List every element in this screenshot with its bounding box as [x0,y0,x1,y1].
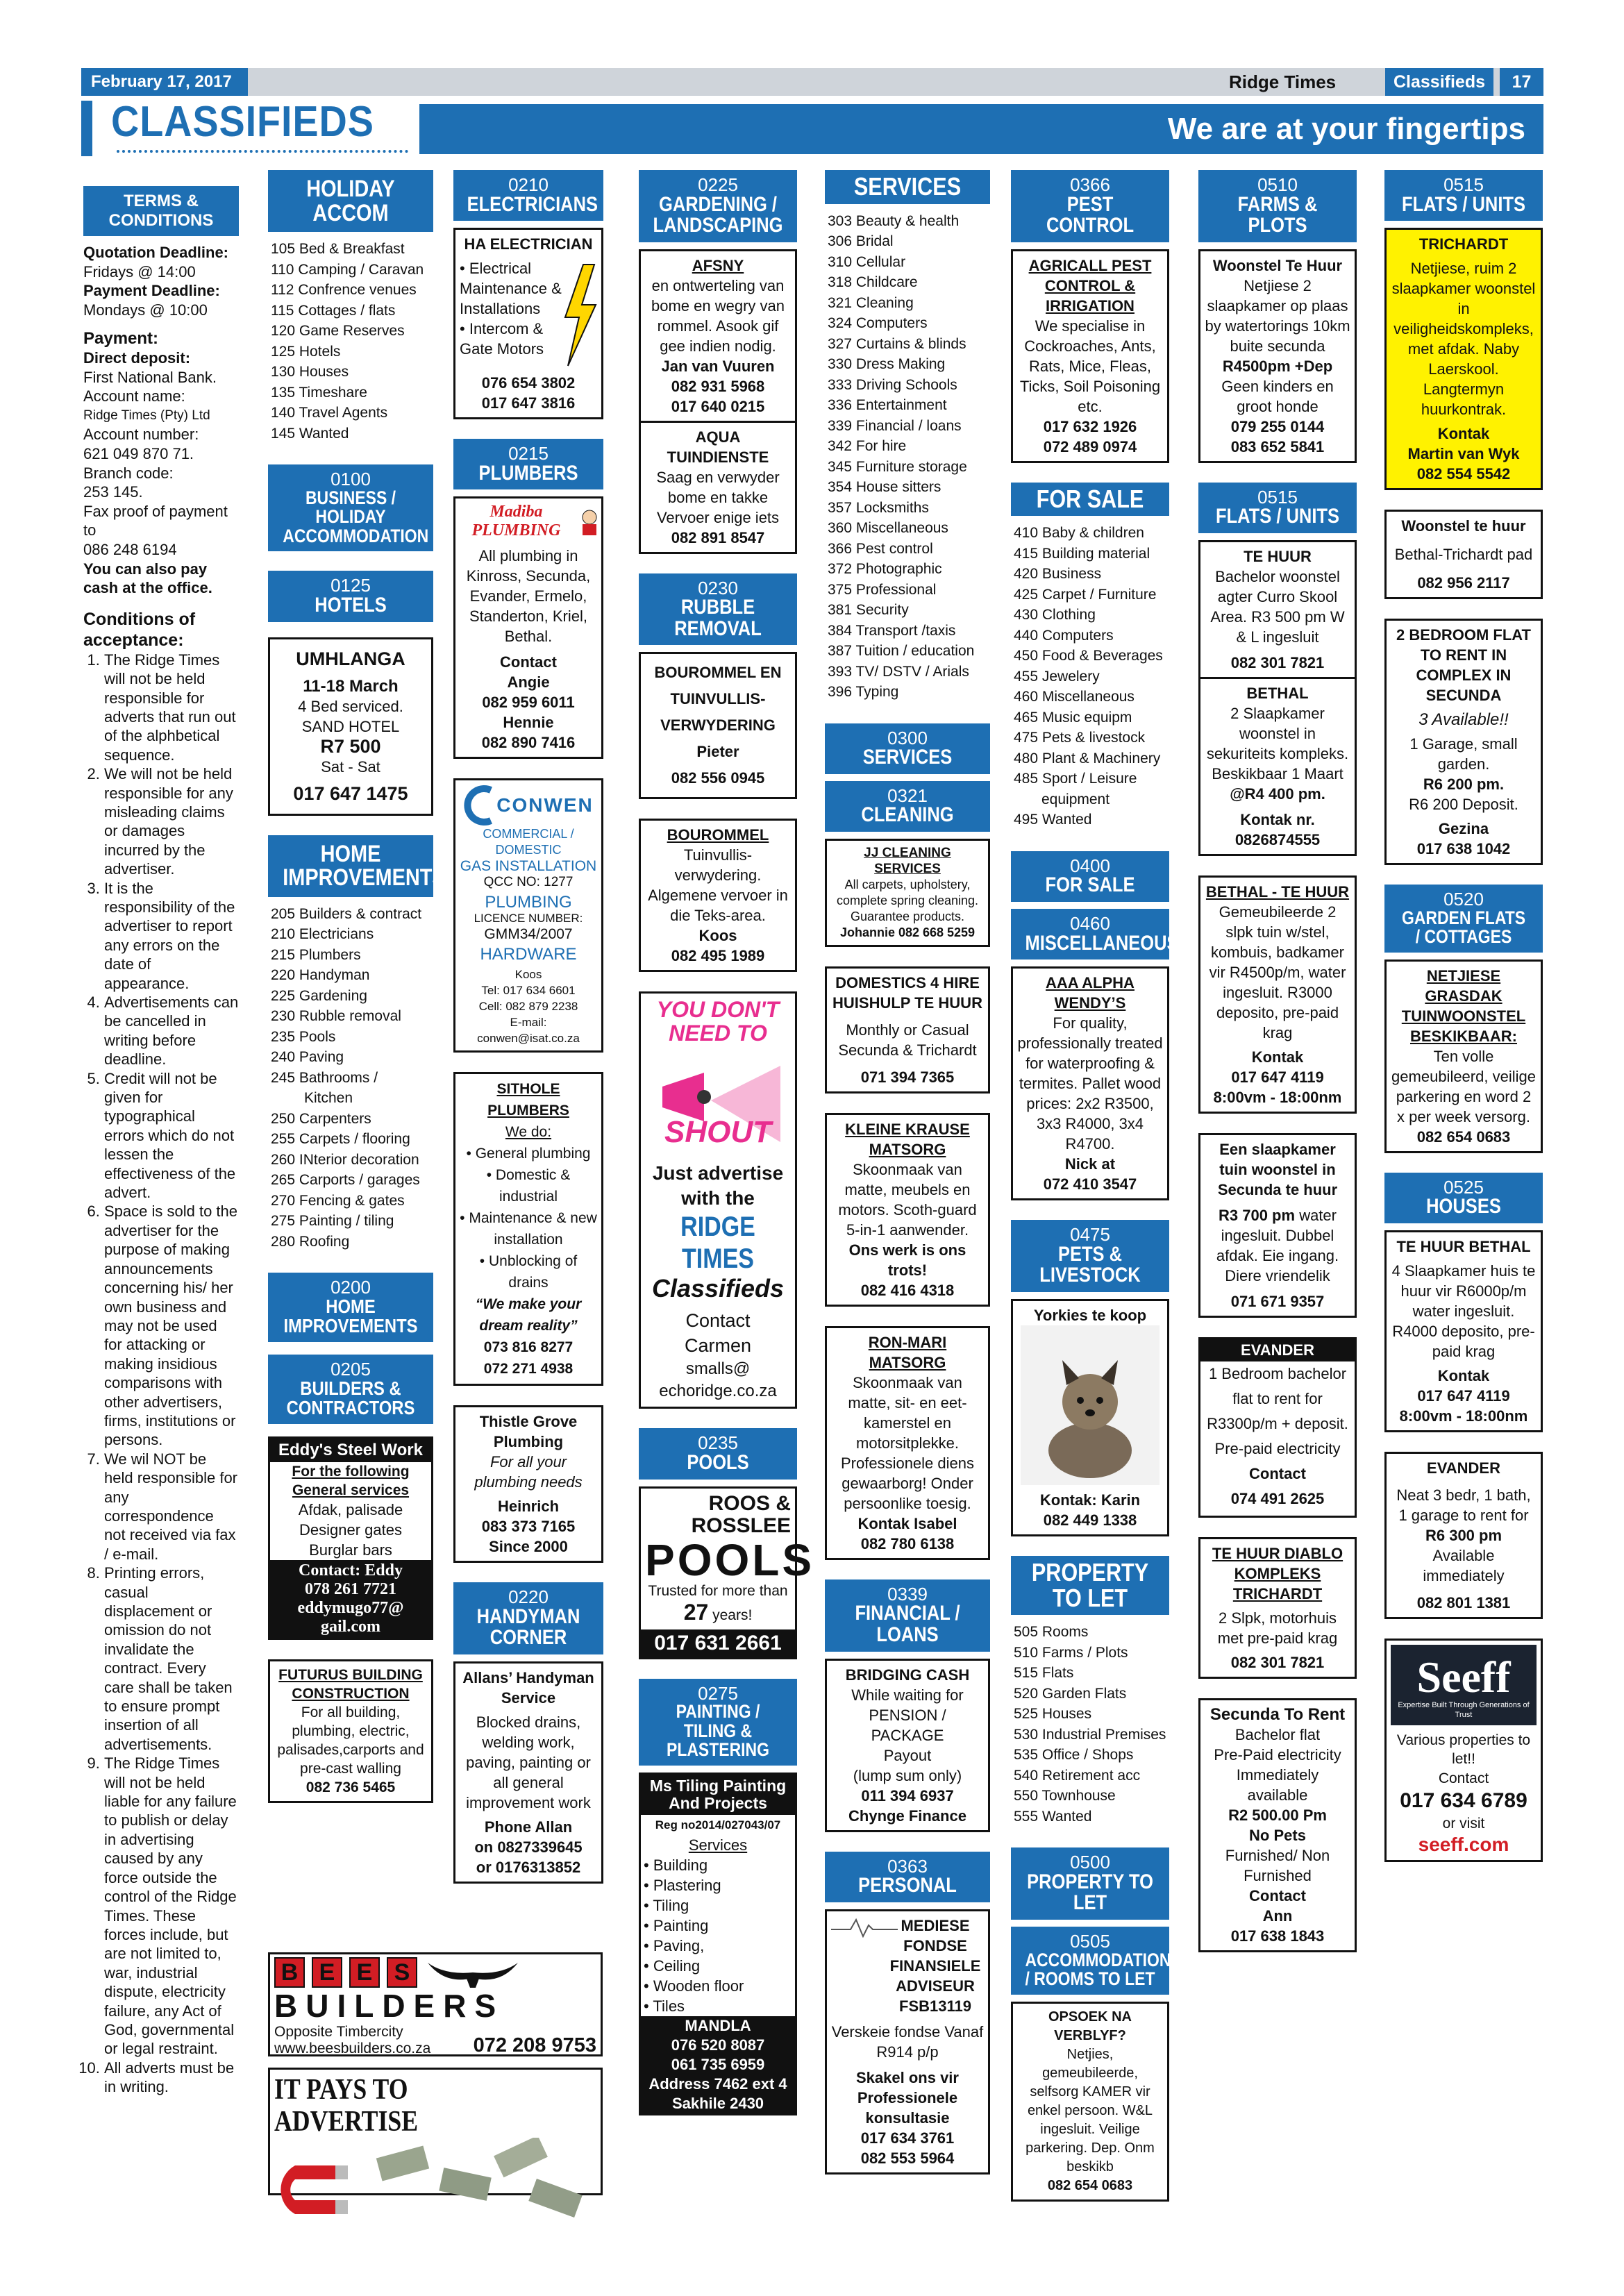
category-0400: 0400 FOR SALE [1011,851,1169,902]
ad-domestics: DOMESTICS 4 HIRE HUISHULP TE HUUR Monthly or Casual Secunda & Trichardt 071 394 7365 [825,966,990,1093]
column-gardening-pools [639,170,815,2115]
ad-een-slaapkamer: Een slaapkamer tuin woonstel in Secunda te huur R3 700 pm water ingesluit. Dubbel afdak. Eie ingang. Diere vriendelik 071 671 9357 [1198,1133,1357,1318]
fax-number: 086 248 6194 [83,540,177,558]
ad-roos-rosslee: ROOS & ROSSLEE POOLS Trusted for more than 27 years! 017 631 2661 [639,1486,797,1659]
ad-te-huur-bachelor: TE HUUR Bachelor woonstel agter Curro Skool Area. R3 500 pm W & L ingesluit 082 301 7821 [1198,540,1357,679]
category-property-to-let: PROPERTY TO LET [1011,1556,1169,1615]
category-0321: 0321 CLEANING [825,781,990,832]
ad-evander-bachelor: EVANDER 1 Bedroom bachelor flat to rent for R3300p/m + deposit. Pre-paid electricity Contact 074 491 2625 [1198,1337,1357,1518]
account-number-label: Account number: [83,426,199,444]
condition-item: 6. Space is sold to the advertiser for the purpose of making announcements concerning his/ her own business and may not be used for attacking or making insidious comparisons with other advertisers, firms, institutions or persons. [104,1202,239,1449]
ad-ms-tiling: Ms Tiling Painting And Projects Reg no2014/027043/07 Services • Building • Plastering • Tiling • Painting • Paving, • Ceiling • Wooden floor • Tiles MANDLA 076 520 8087 061 735 6959 Address 7462 ext 4 Sakhile 2430 [639,1773,797,2115]
money-magnet-icon [274,2138,594,2220]
conwen-logo-icon [463,785,494,826]
category-0220: 0220 HANDYMAN CORNER [453,1582,603,1654]
services-list: 303 Beauty & health 306 Bridal 310 Cellular 318 Childcare 321 Cleaning 324 Computers 327 Curtains & blinds 330 Dress Making 333 Driving Schools 336 Entertainment 339 Financial / loans 342 For hire 345 Furniture storage 354 House sitters 357 Locksmiths 360 Miscellaneous 366 Pest control 372 Photographic 375 Professional 381 Security 384 Transport /taxis 387 Tuition / education 393 TV/ DSTV / Arials 396 Typing [828,212,975,701]
column-holiday-home [268,170,446,1822]
deposit-label: Direct deposit: [83,349,191,367]
bees-website: www.beesbuilders.co.za [274,2041,431,2056]
category-0366: 0366 PEST CONTROL [1011,170,1169,242]
category-0275: 0275 PAINTING / TILING & PLASTERING [639,1679,797,1766]
ad-bethal-te-huur: BETHAL - TE HUUR Gemeubileerde 2 slpk tuin w/stel, kombuis, badkamer vir R4500p/m, water ingesluit. R3000 deposito, pre-paid krag Kontak 017 647 4119 8:00vm - 18:00nm [1198,875,1357,1114]
bees-address: Opposite Timbercity [274,2024,403,2040]
heartbeat-icon [830,1917,899,1938]
category-0500: 0500 PROPERTY TO LET [1011,1847,1169,1920]
ad-ha-electrician: HA ELECTRICIAN • Electrical Maintenance & Installations • Intercom & Gate Motors 076 654 3802 017 647 3816 [453,228,603,419]
ad-madiba-plumbing: Madiba PLUMBING All plumbing in Kinross, Secunda, Evander, Ermelo, Standerton, Kriel, Bethal. Contact Angie 082 959 6011 Hennie 082 890 7416 [453,496,603,759]
category-for-sale: FOR SALE [1011,483,1169,517]
bull-horns-icon [424,1957,521,1988]
column-farms-flats [1198,170,1357,1972]
category-0230: 0230 RUBBLE REMOVAL [639,573,797,646]
account-name-label: Account name: [83,387,185,405]
masthead-accent [81,101,92,156]
ad-diablo-kompleks: TE HUUR DIABLO KOMPLEKS TRICHARDT 2 Slpk, motorhuis met pre-paid krag 082 301 7821 [1198,1537,1357,1679]
ad-aqua-tuindienste: AQUA TUINDIENSTE Saag en verwyder bome en takke Vervoer enige iets 082 891 8547 [639,423,797,554]
ad-trichardt: TRICHARDT Netjiese, ruim 2 slaapkamer woonstel in veiligheidskompleks, met afdak. Naby Laerskool. Langtermyn huurkontrak. Kontak Martin van Wyk 082 554 5542 [1384,228,1543,490]
category-0525: 0525 HOUSES [1384,1173,1543,1223]
it-pays-heading: IT PAYS TO ADVERTISE [274,2074,419,2138]
branch-code: 253 145. [83,483,143,501]
category-0215: 0215 PLUMBERS [453,439,603,489]
conditions-list [83,651,239,2097]
lightning-bolt-icon [560,263,598,367]
ad-opsoek: OPSOEK NA VERBLYF? Netjies, gemeubileerde, selfsorg KAMER vir enkel persoon. W&L ingesluit. Veilige parkering. Dep. Onm beskikb 082 654 0683 [1011,2002,1169,2202]
ad-netjiese-grasdak: NETJIESE GRASDAK TUINWOONSTEL BESKIKBAAR: Ten volle gemeubileerd, veilige parkering en word 2 x per week versorg. 082 654 0683 [1384,960,1543,1153]
category-0210: 0210 ELECTRICIANS [453,170,603,221]
ad-2-bedroom-secunda: 2 BEDROOM FLAT TO RENT IN COMPLEX IN SECUNDA 3 Available!! 1 Garage, small garden. R6 200 pm. R6 200 Deposit. Gezina 017 638 1042 [1384,619,1543,865]
home-improvements-list: 205 Builders & contract 210 Electricians 215 Plumbers 220 Handyman 225 Gardening 230 Rubble removal 235 Pools 240 Paving 245 Bathrooms / Kitchen 250 Carpenters 255 Carpets / flooring 260 INterior decoration 265 Carports / garages 270 Fencing & gates 275 Painting / tiling 280 Roofing [271,905,422,1250]
quote-deadline: Fridays @ 14:00 [83,262,196,280]
issue-date: February 17, 2017 [81,68,248,96]
bees-letter: B [274,1957,305,1988]
ad-woonstel-te-huur: Woonstel Te Huur Netjiese 2 slaapkamer op plaas by watertorings 10km buite secunda R4500pm +Dep Geen kinders en groot honde 079 255 0144 083 652 5841 [1198,249,1357,463]
conditions-heading: Conditions of acceptance: [83,609,196,650]
ad-aaa-alpha: AAA ALPHA WENDY’S For quality, professionally treated for waterproofing & termites. Pallet wood prices: 2x2 R3500, 3x3 R4000, 3x4 R4700. Nick at 072 410 3547 [1011,966,1169,1200]
ad-eddys-steel: Eddy's Steel Work For the following General services Afdak, palisade Designer gates Burglar bars Contact: Eddy 078 261 7721 eddymugo77@ gail.com [268,1436,433,1640]
terms-body [83,243,239,2097]
category-0510: 0510 FARMS & PLOTS [1198,170,1357,242]
ad-futurus: FUTURUS BUILDING CONSTRUCTION For all building, plumbing, electric, palisades,carports and pre-cast walling 082 736 5465 [268,1659,433,1803]
ad-woonstel-bethal-trichardt: Woonstel te huur Bethal-Trichardt pad 082 956 2117 [1384,510,1543,599]
category-0363: 0363 PERSONAL [825,1852,990,1902]
bees-builders-word: BUILDERS [274,1988,505,2024]
terms-column [83,186,239,2097]
condition-item: 7. We wil NOT be held responsible for any correspondence not received via fax / e-mail. [104,1450,239,1564]
category-0125: 0125 HOTELS [268,571,433,621]
branch-label: Branch code: [83,464,174,482]
ad-jj-cleaning: JJ CLEANING SERVICES All carpets, upholstery, complete spring cleaning. Guarantee products. Johannie 082 668 5259 [825,839,990,947]
ad-evander-house: EVANDER Neat 3 bedr, 1 bath, 1 garage to rent for R6 300 pm Available immediately 082 801 1381 [1384,1452,1543,1619]
terms-heading: TERMS & CONDITIONS [83,186,239,236]
ad-kleine-krause: KLEINE KRAUSE MATSORG Skoonmaak van matte, meubels en motors. Scoth-guard 5-in-1 aanwender. Ons werk is ons trots! 082 416 4318 [825,1113,990,1307]
category-0520: 0520 GARDEN FLATS / COTTAGES [1384,885,1543,953]
bees-letter: E [312,1957,342,1988]
category-0300: 0300 SERVICES [825,723,990,774]
column-services [825,170,990,2194]
payment-heading: Payment: [83,329,159,349]
condition-item: 9. The Ridge Times will not be held liable for any failure to publish or delay in advertising caused by any force outside the control of the Ridge Times. These forces include, but are not limited to, war, industrial dispute, electricity failure, any Act of God, governmental or legal restraint. [104,1754,239,2059]
category-0515-b: 0515 FLATS / UNITS [1384,170,1543,221]
ad-bethal-2-slaapkamer: BETHAL 2 Slaapkamer woonstel in sekuriteits kompleks. Beskikbaar 1 Maart @R4 400 pm. Kontak nr. 0826874555 [1198,679,1357,856]
ad-thistle-grove: Thistle Grove Plumbing For all your plumbing needs Heinrich 083 373 7165 Since 2000 [453,1405,603,1563]
ad-afsny: AFSNY en ontwerteling van bome en wegry van rommel. Asook gif gee indien nodig. Jan van Vuuren 082 931 5968 017 640 0215 [639,249,797,423]
bank-name: First National Bank. [83,368,217,386]
ad-conwen: CONWEN COMMERCIAL / DOMESTIC GAS INSTALLATION QCC NO: 1277 PLUMBING LICENCE NUMBER: GMM34/2007 HARDWARE Koos Tel: 017 634 6601 Cell: 082 879 2238 E-mail: conwen@isat.co.za [453,778,603,1053]
quote-deadline-label: Quotation Deadline: [83,244,228,261]
ad-bridging-cash: BRIDGING CASH While waiting for PENSION / PACKAGE Payout (lump sum only) 011 394 6937 Chynge Finance [825,1659,990,1832]
category-0515-a: 0515 FLATS / UNITS [1198,483,1357,533]
ad-it-pays [268,2068,603,2195]
category-0505: 0505 ACCOMMODATION / ROOMS TO LET [1011,1927,1169,1995]
category-0200: 0200 HOME IMPROVEMENTS [268,1273,433,1342]
ad-mediese-fondse: MEDIESE FONDSE FINANSIELE ADVISEUR FSB13119 Verskeie fondse Vanaf R914 p/p Skakel ons vir Professionele konsultasie 017 634 3761 082 553 5964 [825,1909,990,2175]
condition-item: 5. Credit will not be given for typographical errors which do not lessen the effectiveness of the advert. [104,1069,239,1203]
column-pest-forsale [1011,170,1179,2221]
ad-bourommel-pieter: BOUROMMEL EN TUINVULLIS- VERWYDERING Pieter 082 556 0945 [639,652,797,799]
category-0100: 0100 BUSINESS / HOLIDAY ACCOMMODATION [268,464,433,551]
account-number: 621 049 870 71. [83,444,194,462]
masthead-title: CLASSIFIEDS [111,98,374,146]
category-0225: 0225 GARDENING / LANDSCAPING [639,170,797,242]
ad-yorkies: Yorkies te koop Kontak: Karin 082 449 1338 [1011,1299,1169,1536]
column-electricians-plumbers [453,170,603,1903]
page-number: 17 [1500,68,1543,96]
ad-umhlanga: UMHLANGA 11-18 March 4 Bed serviced. SAND HOTEL R7 500 Sat - Sat 017 647 1475 [268,637,433,816]
section-name: Classifieds [1385,68,1493,96]
ad-just-advertise: YOU DON'T NEED TO SHOUT Just advertise with the RIDGE TIMES Classifieds Contact Carmen smalls@ echoridge.co.za [639,991,797,1409]
condition-item: 1. The Ridge Times will not be held responsible for adverts that run out of the alphbetical sequence. [104,651,239,764]
bees-letter: S [387,1957,417,1988]
category-0205: 0205 BUILDERS & CONTRACTORS [268,1355,433,1424]
condition-item: 4. Advertisements can be cancelled in writing before deadline. [104,993,239,1069]
ad-te-huur-bethal-house: TE HUUR BETHAL 4 Slaapkamer huis te huur vir R6000p/m water ingesluit. R4000 deposito, pre-paid krag Kontak 017 647 4119 8:00vm - 18:00nm [1384,1230,1543,1432]
payment-deadline: Mondays @ 10:00 [83,301,208,319]
bees-letter: E [349,1957,380,1988]
category-services: SERVICES [825,170,990,204]
condition-item: 10. All adverts must be in writing. [104,2059,239,2097]
category-0235: 0235 POOLS [639,1428,797,1479]
category-home-improvements: HOME IMPROVEMENTS [268,835,433,897]
yorkie-puppy-photo [1021,1325,1160,1485]
seeff-logo: Seeff [1416,1652,1511,1702]
condition-item: 8. Printing errors, casual displacement or omission do not invalidate the contract. Every care shall be taken to ensure prompt insertion of all advertisements. [104,1564,239,1754]
category-0475: 0475 PETS & LIVESTOCK [1011,1220,1169,1292]
ad-ron-mari: RON-MARI MATSORG Skoonmaak van matte, sit- en eet-kamerstel en motorsitplekke. Professionele diens gewaarborg! Onder persoonlike toesig. Kontak Isabel 082 780 6138 [825,1326,990,1560]
ad-agricall: AGRICALL PEST CONTROL & IRRIGATION We specialise in Cockroaches, Ants, Rats, Mice, Fleas, Ticks, Soil Poisoning etc. 017 632 1926 072 489 0974 [1011,249,1169,463]
ad-bourommel-koos: BOUROMMEL Tuinvullis-verwydering. Algemene vervoer in die Teks-area. Koos 082 495 1989 [639,819,797,972]
fax-label: Fax proof of payment to [83,502,228,539]
paper-name: Ridge Times [1229,72,1337,92]
column-flats-houses [1384,170,1543,1882]
category-0339: 0339 FINANCIAL / LOANS [825,1579,990,1652]
payment-deadline-label: Payment Deadline: [83,282,220,300]
category-0460: 0460 MISCELLANEOUS [1011,909,1169,960]
plumber-mascot-icon [576,508,597,535]
property-list: 505 Rooms 510 Farms / Plots 515 Flats 520 Garden Flats 525 Houses 530 Industrial Premises 535 Office / Shops 540 Retirement acc 550 Townhouse 555 Wanted [1014,1624,1166,1825]
ad-sithole-plumbers: SITHOLE PLUMBERS We do: • General plumbing • Domestic & industrial • Maintenance & new installation • Unblocking of drains “We make your dream reality” 073 816 8277 072 271 4938 [453,1072,603,1386]
for-sale-list: 410 Baby & children 415 Building material 420 Business 425 Carpet / Furniture 430 Clothing 440 Computers 450 Food & Beverages 455 Jewelery 460 Miscellaneous 465 Music equipm 475 Pets & livestock 480 Plant & Machinery 485 Sport / Leisure equipment 495 Wanted [1014,525,1163,828]
condition-item: 3. It is the responsibility of the advertiser to report any errors on the date of appearance. [104,879,239,993]
holiday-list: 105 Bed & Breakfast 110 Camping / Caravan 112 Confrence venues 115 Cottages / flats 120 Game Reserves 125 Hotels 130 Houses 135 Timeshare 140 Travel Agents 145 Wanted [271,241,424,442]
ad-allans-handyman: Allans’ Handyman Service Blocked drains, welding work, paving, painting or all general improvement work Phone Allan on 0827339645 or 0176313852 [453,1661,603,1884]
account-name: Ridge Times (Pty) Ltd [83,408,210,423]
cash-note: You can also pay cash at the office. [83,560,212,597]
condition-item: 2. We will not be held responsible for any misleading claims or damages incurred by the advertiser. [104,764,239,878]
masthead-tagline: We are at your fingertips [419,104,1543,154]
ad-secunda-to-rent: Secunda To Rent Bachelor flat Pre-Paid electricity Immediately available R2 500.00 Pm No Pets Furnished/ Non Furnished Contact Ann 017 638 1843 [1198,1698,1357,1952]
bees-phone: 072 208 9753 [473,2034,596,2056]
ad-seeff: Seeff Expertise Built Through Generations of Trust Various properties to let!! Contact 017 634 6789 or visit seeff.com [1384,1639,1543,1862]
masthead-underline [117,150,408,153]
ad-bees-builders [268,1952,603,2056]
category-holiday-accom: HOLIDAY ACCOM [268,170,433,232]
